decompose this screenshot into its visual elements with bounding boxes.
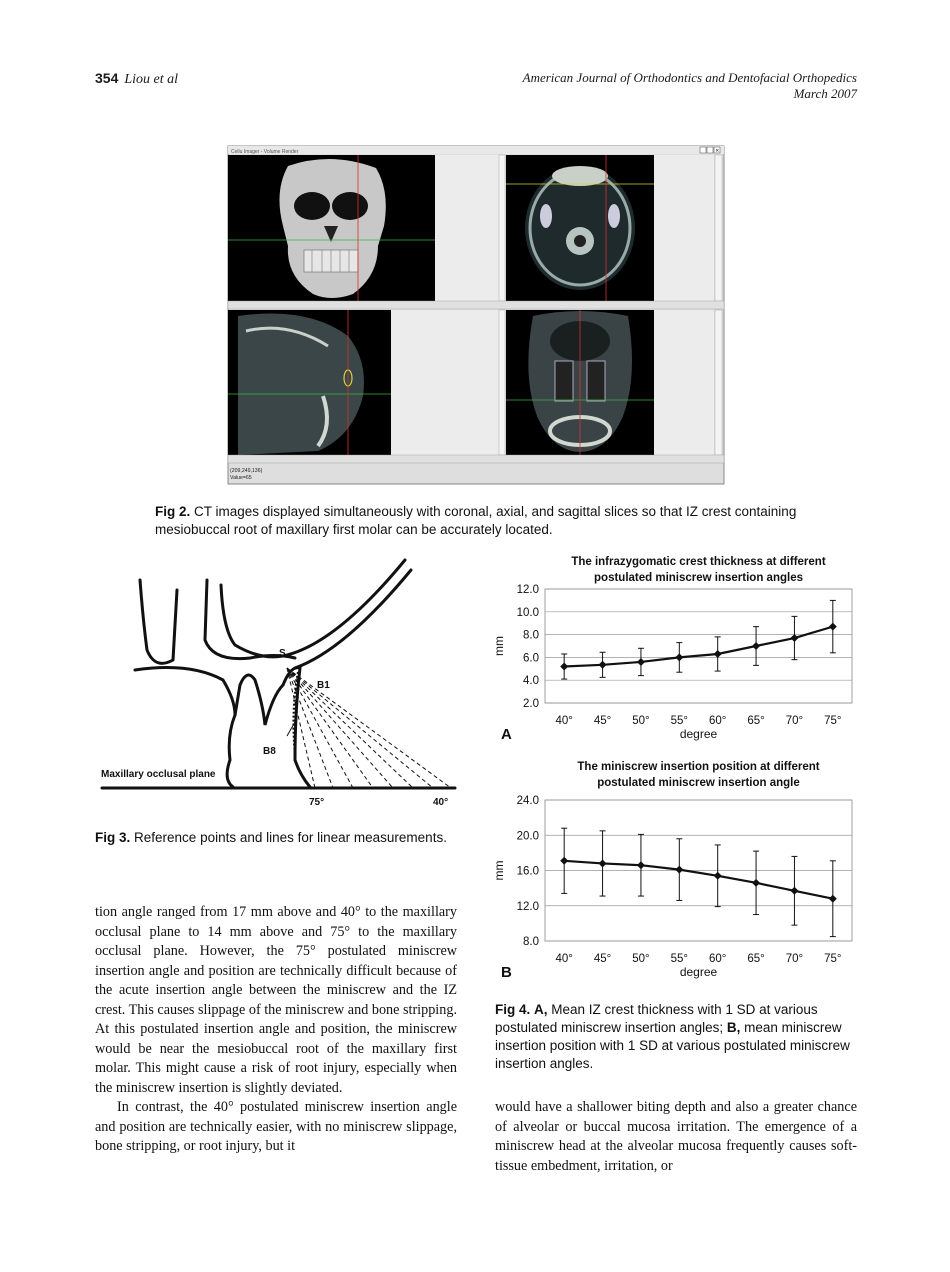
label-s: S (279, 648, 286, 659)
x-tick-label: 75° (824, 953, 842, 965)
x-tick-label: 65° (747, 953, 765, 965)
label-b8: B8 (263, 746, 276, 757)
data-point (752, 642, 760, 650)
data-point (675, 866, 683, 874)
panel-coronal[interactable] (506, 310, 654, 455)
y-axis-label: mm (492, 860, 506, 881)
data-point (714, 872, 722, 880)
authors: Liou et al (124, 72, 179, 87)
label-angle-40: 40° (433, 797, 449, 808)
y-tick-label: 24.0 (516, 795, 539, 807)
x-axis-label: degree (679, 727, 718, 741)
y-tick-label: 16.0 (516, 865, 539, 878)
fig2-ct-screenshot (228, 146, 724, 484)
panel-coronal-3d[interactable] (228, 155, 435, 301)
x-tick-label: 45° (593, 715, 612, 727)
fig4-caption-b-text: mean miniscrew insertion position with 1 SD at various postulated miniscrew insertion angles. (495, 1020, 850, 1071)
series-line (564, 861, 833, 899)
panel-label: A (501, 726, 512, 743)
y-tick-label: 8.0 (523, 629, 539, 642)
status-value: Value=65 (230, 475, 252, 481)
chart-title-line: The miniscrew insertion position at different (577, 761, 820, 773)
paragraph: In contrast, the 40° postulated miniscrew insertion angle and position are technically easier, with no miniscrew slippage, bone stripping, or root injury, but it (95, 1099, 457, 1154)
series-line (564, 627, 833, 667)
fig4-caption-a-text: Mean IZ crest thickness with 1 SD at various postulated miniscrew insertion angles; (495, 1002, 818, 1035)
fig3-diagram (95, 550, 465, 815)
running-header-left (95, 70, 178, 88)
right-column-text (495, 1098, 857, 1176)
window-title: Cellu Imager - Volume Render (231, 149, 299, 155)
fig2-caption (155, 503, 800, 539)
chart-title-line: postulated miniscrew insertion angles (594, 572, 803, 584)
journal-name: American Journal of Orthodontics and Dentofacial Orthopedics (522, 70, 857, 85)
data-point (714, 650, 722, 658)
y-tick-label: 8.0 (523, 936, 539, 948)
x-tick-label: 55° (670, 953, 689, 965)
x-tick-label: 50° (632, 953, 650, 965)
data-point (790, 887, 798, 895)
x-tick-label: 55° (670, 715, 689, 727)
chart-title-line: postulated miniscrew insertion angle (597, 777, 800, 789)
panel-axial[interactable] (506, 155, 654, 301)
x-tick-label: 60° (708, 715, 727, 727)
fig2-caption-text: CT images displayed simultaneously with coronal, axial, and sagittal slices so that IZ crest containing mesiobuccal root of maxillary first molar can be accurately located. (155, 504, 797, 537)
x-tick-label: 70° (785, 953, 804, 965)
fig4a-chart (492, 550, 860, 750)
x-tick-label: 40° (555, 715, 573, 727)
fig2-caption-label: Fig 2. (155, 504, 191, 519)
chart-title-line: The infrazygomatic crest thickness at different (571, 556, 826, 568)
issue-date: March 2007 (793, 86, 857, 101)
y-tick-label: 12.0 (516, 900, 539, 913)
data-point (829, 895, 837, 903)
y-tick-label: 20.0 (516, 830, 539, 843)
fig4-caption-label: Fig 4. (495, 1002, 531, 1017)
data-point (560, 663, 568, 671)
data-point (790, 634, 798, 642)
x-tick-label: 45° (593, 953, 612, 965)
x-tick-label: 75° (824, 715, 842, 727)
y-tick-label: 4.0 (523, 675, 539, 688)
paragraph: would have a shallower biting depth and also a greater chance of alveolar or buccal mucosa irritation. The emergence of a miniscrew head at the alveolar mucosa frequently causes soft-tissue embedment, irritation, or (495, 1099, 857, 1174)
label-angle-75: 75° (309, 797, 325, 808)
data-point (599, 859, 607, 867)
label-occlusal-plane: Maxillary occlusal plane (101, 769, 216, 780)
y-tick-label: 10.0 (516, 606, 539, 619)
paragraph: tion angle ranged from 17 mm above and 40° to the maxillary occlusal plane to 14 mm above and 75° to the maxillary occlusal plane. However, the 75° postulated miniscrew insertion angle and position are technically difficult because of the acute insertion angle between the miniscrew and the IZ crest. This causes slippage of the miniscrew and bone stripping. At this postulated insertion angle and position, the miniscrew would be near the mesiobuccal root of the maxillary first molar. This might cause a risk of root injury, especially when the miniscrew insertion is slightly deviated. (95, 904, 457, 1096)
fig4-caption-a: A, (534, 1002, 548, 1017)
fig4-caption-b: B, (726, 1020, 741, 1035)
data-point (752, 879, 760, 887)
data-point (637, 658, 645, 666)
y-tick-label: 6.0 (523, 652, 539, 665)
insertion-angle-lines (287, 668, 451, 788)
y-tick-label: 2.0 (523, 698, 539, 710)
x-tick-label: 65° (747, 715, 765, 727)
y-axis-label: mm (492, 636, 506, 656)
data-point (560, 857, 568, 865)
x-tick-label: 50° (632, 715, 650, 727)
status-coords: (209,249,136) (230, 468, 263, 474)
fig4b-chart (492, 755, 860, 985)
running-header-right (523, 70, 857, 102)
x-tick-label: 40° (555, 953, 573, 965)
window-controls[interactable] (700, 147, 720, 154)
panel-label: B (501, 964, 512, 981)
panel-sagittal[interactable] (228, 310, 391, 455)
left-column-text (95, 903, 457, 1157)
fig3-caption-label: Fig 3. (95, 830, 131, 845)
y-tick-label: 12.0 (516, 584, 539, 596)
plot-area (545, 589, 852, 703)
data-point (675, 653, 683, 661)
svg-text:×: × (715, 148, 720, 155)
x-axis-label: degree (679, 965, 718, 979)
fig3-caption-text: Reference points and lines for linear measurements. (134, 830, 447, 845)
label-b1: B1 (317, 680, 330, 691)
data-point (637, 861, 645, 869)
data-point (599, 661, 607, 669)
x-tick-label: 60° (708, 953, 727, 965)
fig4-caption (495, 1001, 857, 1073)
page-number: 354 (95, 70, 119, 86)
fig3-caption (95, 829, 457, 847)
x-tick-label: 70° (785, 715, 804, 727)
data-point (829, 623, 837, 631)
